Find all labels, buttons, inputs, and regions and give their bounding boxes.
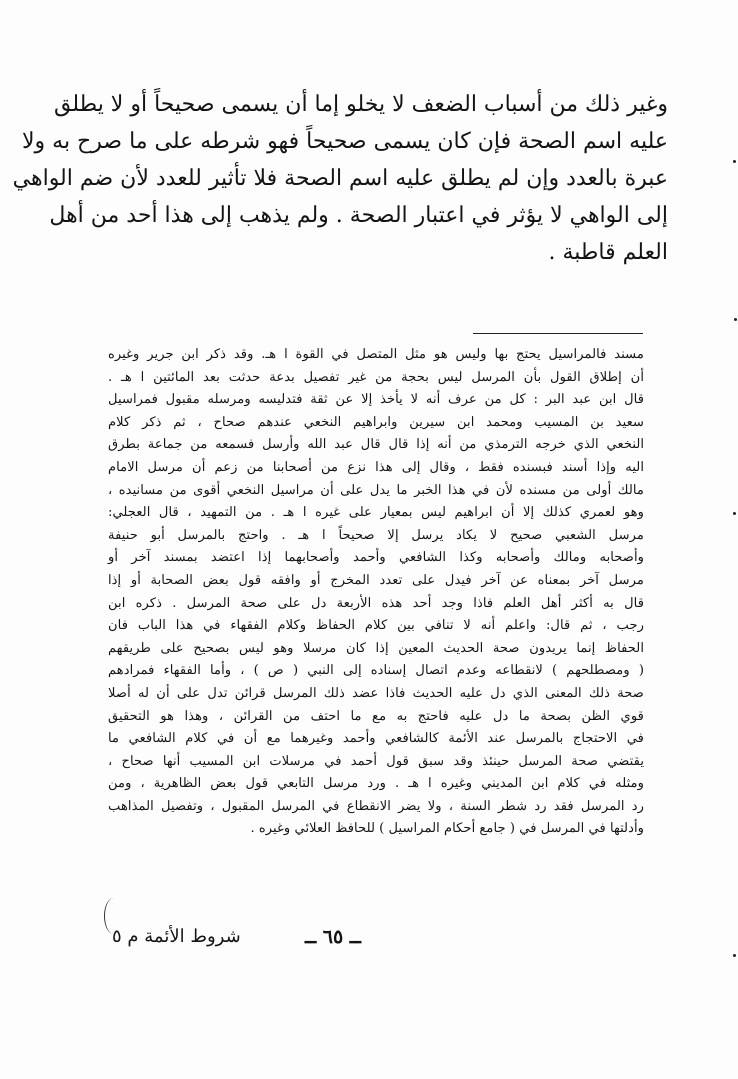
main-text-line: العلم قاطبة . xyxy=(548,240,668,265)
scan-speck xyxy=(734,318,737,321)
footnote-line: قال به أكثر أهل العلم فاذا وجد أحد هذه الأربعة دل على صحة المرسل . ذكره ابن xyxy=(108,595,644,611)
footnote-block xyxy=(108,344,644,841)
footnote-line: قال ابن عبد البر : كل من عرف أنه لا يأخذ إلا عن ثقة فتدليسه ومرسله مقبول فمراسيل xyxy=(108,392,644,408)
main-text-block xyxy=(12,86,668,271)
footnote-line: رد المرسل فقد رد شطر السنة ، ولا يضر الانقطاع في المرسل المقبول ، وتفصيل المذاهب xyxy=(108,798,644,814)
footnote-line: مسند فالمراسيل يحتج بها وليس هو مثل المتصل في القوة ا هـ. وقد ذكر ابن جرير وغيره xyxy=(108,347,644,362)
footnote-line: مالك أولى من مسنده لأن في هذا الخبر ما يدل على أن مراسيل النخعي أقوى من مسانيده ، xyxy=(108,482,644,498)
footnote-line: سعيد بن المسيب ومحمد ابن سيرين وابراهيم النخعي عندهم صحاح ، ثم ذكر كلام xyxy=(108,414,644,430)
footnote-separator xyxy=(473,333,643,334)
footnote-line: ( ومصطلحهم ) لانقطاعه وعدم اتصال إسناده إلى النبي ( ص ) ، وأما الفقهاء فمرادهم xyxy=(108,663,644,679)
footnote-line: وأدلتها في المرسل في ( جامع أحكام المراسيل ) للحافظ العلائي وغيره . xyxy=(250,821,644,837)
scan-speck xyxy=(733,160,736,163)
scan-speck xyxy=(733,512,736,515)
main-text-line: وغير ذلك من أسباب الضعف لا يخلو إما أن يسمى صحيحاً أو لا يطلق xyxy=(54,92,668,117)
footnote-line: في الاحتجاج بالمرسل عند الأئمة كالشافعي وأحمد وغيرهما مع أن في كلام الشافعي ما xyxy=(108,731,644,747)
footnote-line: الحفاظ إنما يريدون صحة الحديث المعين إذا كان مرسلا وهو ليس بصحيح على طريقهم xyxy=(108,640,644,656)
main-text-line: إلى الواهي لا يؤثر في اعتبار الصحة . ولم يذهب إلى هذا أحد من أهل xyxy=(49,203,668,228)
footnote-line: ومثله في كلام ابن المديني وغيره ا هـ . ورد مرسل التابعي قول بعض الظاهرية ، ومن xyxy=(108,776,644,792)
footnote-line: يقتضي صحة المرسل حينئذ وقد سبق قول أحمد في مرسلات ابن المسيب أنها صحاح ، xyxy=(108,753,644,769)
footnote-line: رجب ، ثم قال: واعلم أنه لا تنافي بين كلام الحفاظ وكلام الفقهاء في هذا الباب فان xyxy=(108,618,644,634)
footnote-line: صحة ذلك المعنى الذي دل عليه الحديث فاذا عضد ذلك المرسل قرائن تدل على أن له أصلا xyxy=(108,685,644,701)
footnote-line: النخعي الذي خرجه الترمذي من أنه إذا قال قال عبد الله وأرسل فسمعه من جماعة بطرق xyxy=(108,437,644,453)
footnote-line: مرسل الشعبي صحيح لا يكاد يرسل إلا صحيحاً ا هـ . واحتج بالمرسل أبو حنيفة xyxy=(108,527,644,543)
book-signature: شروط الأئمة م ٥ xyxy=(112,926,241,947)
footnote-line: قوي الظن بصحة ما دل عليه فاحتج به مع ما احتف من القرائن ، وهذا هو التحقيق xyxy=(108,708,644,724)
main-text-line: عليه اسم الصحة فإن كان يسمى صحيحاً فهو شرطه على ما صرح به ولا xyxy=(21,129,668,154)
footnote-line: مرسل آخر بمعناه عن آخر فيدل على تعدد المخرج أو وافقه قول بعض الصحابة أو إذا xyxy=(108,572,644,588)
footnote-line: وأصحابه ومالك وأصحابه وكذا الشافعي وأحمد وأصحابهما إذا اعتضد بمسند آخر أو xyxy=(108,550,644,566)
footnote-line: وهو لعمري كذلك إلا أن ابراهيم ليس بمعيار على غيره ا هـ . من التمهيد ، قال العجلي: xyxy=(108,505,644,521)
footnote-line: أن إطلاق القول بأن المرسل ليس بحجة من غير تفصيل بدعة حدثت بعد المائتين ا هـ . xyxy=(108,369,644,385)
page-number: ــ ٦٥ ــ xyxy=(305,926,361,948)
scan-speck xyxy=(733,954,736,957)
main-text-line: عبرة بالعدد وإن لم يطلق عليه اسم الصحة فلا تأثير للعدد لأن ضم الواهي xyxy=(12,166,668,191)
footnote-line: اليه وإذا أسند فبسنده فقط ، وقال إلى هذا نزع من أصحابنا من زعم أن مرسل الامام xyxy=(108,459,644,475)
